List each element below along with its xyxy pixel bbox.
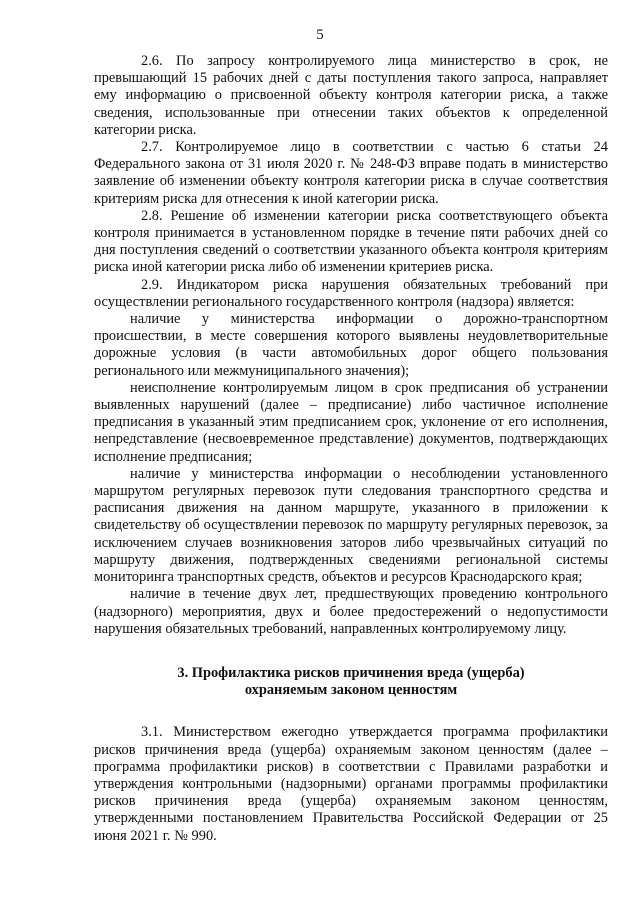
section-heading-line-1: 3. Профилактика рисков причинения вреда (ущерба) xyxy=(177,664,525,681)
section-heading-line-2: охраняемым законом ценностям xyxy=(244,682,458,699)
paragraph-3-1: 3.1. Министерством ежегодно утверждается программа профилактики рисков причинения вреда (ущерба) охраняемым законом ценностям (далее – программа профилактики рисков) в соответствии с Правилами разработки и утверждения контрольными (надзорными) органами программы профилактики рисков причинения вреда (ущерба) охраняемым законом ценностям, утвержденными постановлением Правительства Российской Федерации от 25 июня 2021 г. № 990. xyxy=(94,724,608,844)
section-heading xyxy=(94,665,608,699)
page-number: 5 xyxy=(316,27,324,43)
risk-indicator-item: наличие у министерства информации о несоблюдении установленного маршрутом регулярных перевозок пути следования транспортного средства и расписания движения на данном маршруте, указанного в приложении к свидетельству об осуществлении перевозок по маршруту регулярных перевозок, за исключением случаев возникновения заторов либо чрезвычайных ситуаций по маршруту движения, подтвержденных сведениями региональной системы мониторинга транспортных средств, объектов и ресурсов Краснодарского края; xyxy=(94,465,608,586)
risk-indicator-item: неисполнение контролируемым лицом в срок предписания об устранении выявленных нарушений (далее – предписание) либо частичное исполнение предписания в указанный этим предписанием срок, уклонение от его исполнения, непредставление (несвоевременное представление) документов, подтверждающих исполнение предписания; xyxy=(94,379,608,465)
risk-indicator-item: наличие у министерства информации о дорожно-транспортном происшествии, в месте совершения которого выявлены неудовлетворительные дорожные условия (в части автомобильных дорог общего пользования регионального или межмуниципального значения); xyxy=(94,311,608,379)
paragraph-2-6: 2.6. По запросу контролируемого лица министерство в срок, не превышающий 15 рабочих дней с даты поступления такого запроса, направляет ему информацию о присвоенной объекту контроля категории риска, а также сведения, использованные при отнесении таких объектов к определенной категории риска. xyxy=(94,53,608,138)
paragraph-2-8: 2.8. Решение об изменении категории риска соответствующего объекта контроля принимается в установленном порядке в течение пяти рабочих дней со дня поступления сведений о соответствии указанного объекта контроля критериям риска иной категории риска либо об изменении критериев риска. xyxy=(94,207,608,276)
paragraph-2-7: 2.7. Контролируемое лицо в соответствии с частью 6 статьи 24 Федерального закона от 31 июля 2020 г. № 248-ФЗ вправе подать в министерство заявление об изменении объекту контроля категории риска в случае соответствия критериям риска для отнесения к иной категории риска. xyxy=(94,139,608,207)
paragraph-2-9: 2.9. Индикатором риска нарушения обязательных требований при осуществлении регионального государственного контроля (надзора) является: xyxy=(94,276,608,310)
document-body xyxy=(94,53,608,845)
risk-indicator-item: наличие в течение двух лет, предшествующих проведению контрольного (надзорного) мероприятия, двух и более предостережений о недопустимости нарушения обязательных требований, направленных контролируемому лицу. xyxy=(94,586,608,637)
